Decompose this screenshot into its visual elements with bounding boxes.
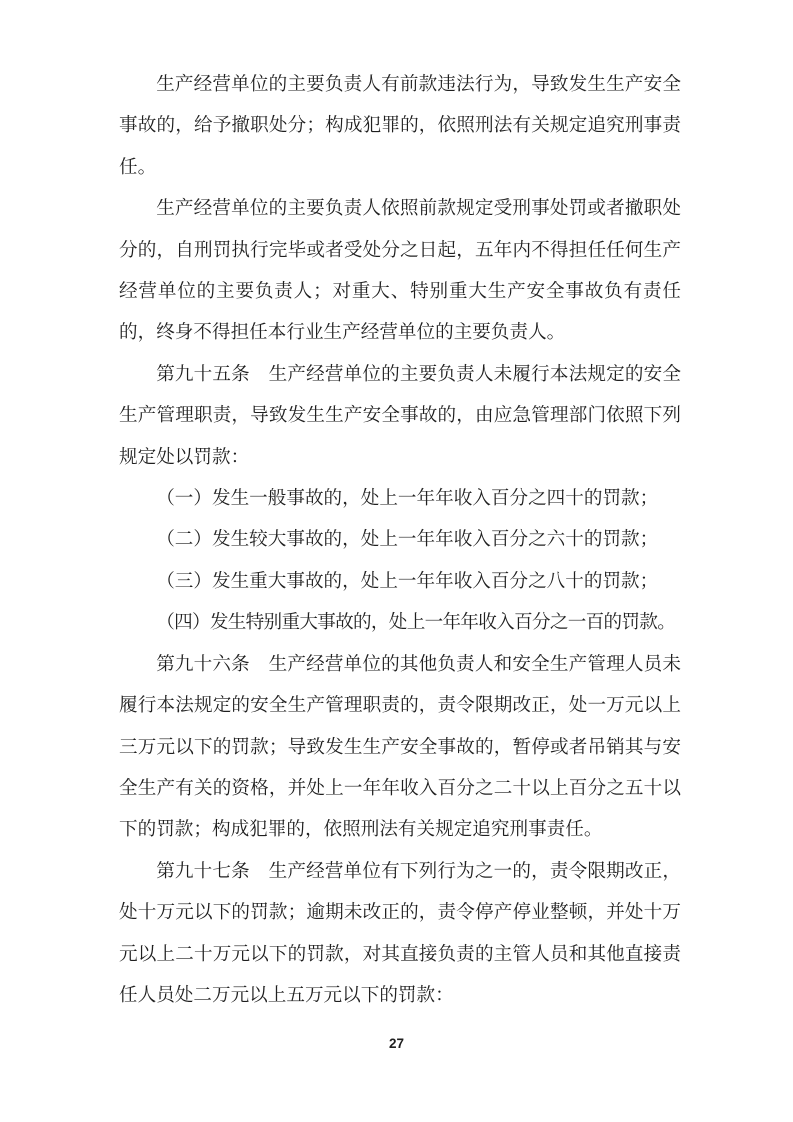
document-body: [119, 64, 681, 1016]
paragraph-article-96: 第九十六条 生产经营单位的其他负责人和安全生产管理人员未履行本法规定的安全生产管理职责的，责令限期改正，处一万元以上三万元以下的罚款；导致发生生产安全事故的，暂停或者吊销其与安全生产有关的资格，并处上一年年收入百分之二十以上百分之五十以下的罚款；构成犯罪的，依照刑法有关规定追究刑事责任。: [119, 653, 681, 841]
paragraph-employment-ban: 生产经营单位的主要负责人依照前款规定受刑事处罚或者撤职处分的，自刑罚执行完毕或者受处分之日起，五年内不得担任任何生产经营单位的主要负责人；对重大、特别重大生产安全事故负有责任的，终身不得担任本行业生产经营单位的主要负责人。: [119, 198, 681, 344]
clause-item-4: （四）发生特别重大事故的，处上一年年收入百分之一百的罚款。: [156, 612, 676, 634]
page-number: 27: [388, 1036, 405, 1051]
clause-item-1: （一）发生一般事故的，处上一年年收入百分之四十的罚款；: [156, 488, 659, 510]
clause-item-2: （二）发生较大事故的，处上一年年收入百分之六十的罚款；: [156, 529, 659, 551]
clause-item-3: （三）发生重大事故的，处上一年年收入百分之八十的罚款；: [156, 570, 659, 592]
paragraph-liability-dismissal: 生产经营单位的主要负责人有前款违法行为，导致发生生产安全事故的，给予撤职处分；构成犯罪的，依照刑法有关规定追究刑事责任。: [119, 74, 681, 178]
paragraph-article-97: 第九十七条 生产经营单位有下列行为之一的，责令限期改正，处十万元以下的罚款；逾期未改正的，责令停产停业整顿，并处十万元以上二十万元以下的罚款，对其直接负责的主管人员和其他直接责任人员处二万元以上五万元以下的罚款：: [119, 860, 681, 1006]
paragraph-article-95: 第九十五条 生产经营单位的主要负责人未履行本法规定的安全生产管理职责，导致发生生产安全事故的，由应急管理部门依照下列规定处以罚款：: [119, 363, 681, 468]
